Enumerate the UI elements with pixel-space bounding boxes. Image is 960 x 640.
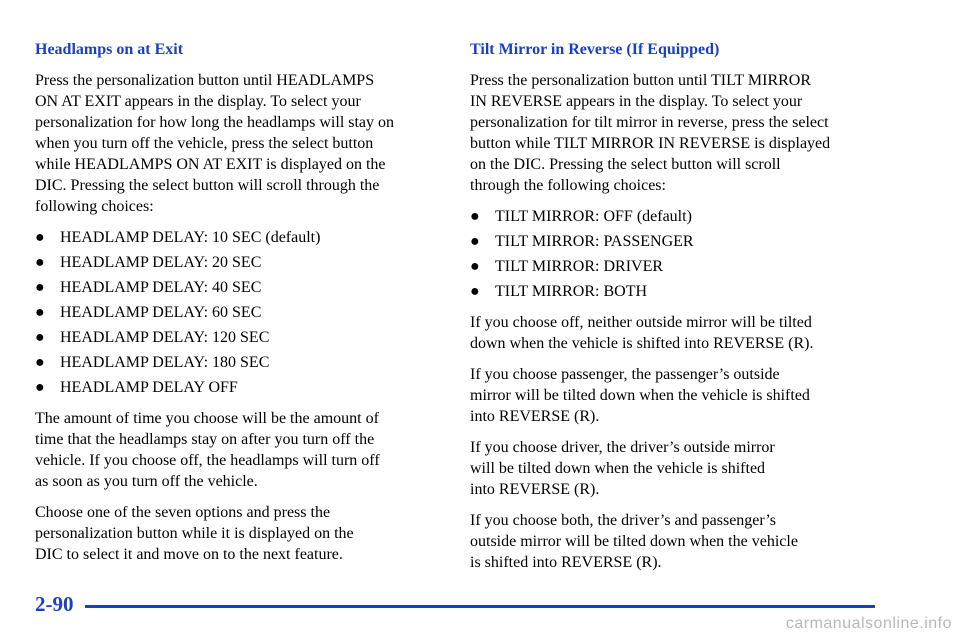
bullet-icon: ●	[470, 208, 480, 225]
left-column	[35, 40, 445, 575]
watermark: carmanualsonline.info	[785, 615, 952, 632]
headlamps-choose-paragraph	[35, 502, 445, 565]
text-line: into REVERSE (R).	[470, 408, 600, 425]
text-line: personalization for tilt mirror in reverse, press the select	[470, 114, 829, 131]
tilt-off-paragraph	[470, 312, 880, 354]
text-line: while HEADLAMPS ON AT EXIT is displayed on the	[35, 156, 386, 173]
list-item	[35, 227, 445, 248]
list-item-text: TILT MIRROR: OFF (default)	[495, 208, 692, 225]
list-item	[35, 377, 445, 398]
text-line: will be tilted down when the vehicle is shifted	[470, 460, 766, 477]
tilt-passenger-paragraph	[470, 364, 880, 427]
page-number: 2-90	[35, 592, 74, 616]
section-heading-tilt-mirror: Tilt Mirror in Reverse (If Equipped)	[470, 41, 720, 58]
text-line: down when the vehicle is shifted into REVERSE (R).	[470, 335, 814, 352]
text-line: If you choose off, neither outside mirror will be tilted	[470, 314, 812, 331]
bullet-icon: ●	[35, 354, 45, 371]
tilt-mirror-options-list	[470, 206, 880, 302]
text-line: time that the headlamps stay on after you turn off the	[35, 431, 375, 448]
text-line: as soon as you turn off the vehicle.	[35, 473, 258, 490]
text-line: DIC to select it and move on to the next feature.	[35, 546, 343, 563]
text-line: Choose one of the seven options and press the	[35, 504, 331, 521]
list-item	[35, 302, 445, 323]
list-item	[35, 327, 445, 348]
text-line: personalization button while it is displayed on the	[35, 525, 354, 542]
headlamps-time-paragraph	[35, 408, 445, 492]
tilt-mirror-intro-paragraph	[470, 70, 880, 196]
headlamp-delay-options-list	[35, 227, 445, 398]
list-item-text: HEADLAMP DELAY: 180 SEC	[60, 354, 270, 371]
bullet-icon: ●	[35, 329, 45, 346]
bullet-icon: ●	[470, 283, 480, 300]
bullet-icon: ●	[35, 304, 45, 321]
list-item-text: HEADLAMP DELAY OFF	[60, 379, 238, 396]
text-line: Press the personalization button until TILT MIRROR	[470, 72, 812, 89]
text-line: IN REVERSE appears in the display. To select your	[470, 93, 803, 110]
list-item-text: HEADLAMP DELAY: 20 SEC	[60, 254, 262, 271]
list-item	[470, 206, 880, 227]
text-line: outside mirror will be tilted down when the vehicle	[470, 533, 798, 550]
bullet-icon: ●	[470, 258, 480, 275]
list-item	[35, 352, 445, 373]
list-item	[470, 281, 880, 302]
bullet-icon: ●	[470, 233, 480, 250]
text-line: The amount of time you choose will be the amount of	[35, 410, 379, 427]
text-line: Press the personalization button until HEADLAMPS	[35, 72, 375, 89]
footer-rule	[85, 605, 875, 608]
list-item-text: HEADLAMP DELAY: 60 SEC	[60, 304, 262, 321]
list-item-text: HEADLAMP DELAY: 120 SEC	[60, 329, 270, 346]
list-item-text: TILT MIRROR: BOTH	[495, 283, 648, 300]
list-item-text: HEADLAMP DELAY: 40 SEC	[60, 279, 262, 296]
section-heading-headlamps: Headlamps on at Exit	[35, 41, 184, 58]
text-line: following choices:	[35, 198, 154, 215]
text-line: If you choose both, the driver’s and passenger’s	[470, 512, 776, 529]
list-item	[470, 256, 880, 277]
list-item	[35, 277, 445, 298]
right-column	[470, 40, 880, 583]
tilt-both-paragraph	[470, 510, 880, 573]
text-line: mirror will be tilted down when the vehicle is shifted	[470, 387, 810, 404]
text-line: If you choose driver, the driver’s outside mirror	[470, 439, 775, 456]
text-line: through the following choices:	[470, 177, 666, 194]
list-item-text: TILT MIRROR: PASSENGER	[495, 233, 694, 250]
text-line: personalization for how long the headlamps will stay on	[35, 114, 395, 131]
list-item	[470, 231, 880, 252]
headlamps-intro-paragraph	[35, 70, 445, 217]
text-line: when you turn off the vehicle, press the select button	[35, 135, 374, 152]
list-item-text: TILT MIRROR: DRIVER	[495, 258, 664, 275]
text-line: DIC. Pressing the select button will scroll through the	[35, 177, 380, 194]
list-item-text: HEADLAMP DELAY: 10 SEC (default)	[60, 229, 321, 246]
text-line: ON AT EXIT appears in the display. To select your	[35, 93, 361, 110]
text-line: into REVERSE (R).	[470, 481, 600, 498]
text-line: is shifted into REVERSE (R).	[470, 554, 662, 571]
bullet-icon: ●	[35, 379, 45, 396]
text-line: on the DIC. Pressing the select button will scroll	[470, 156, 781, 173]
text-line: button while TILT MIRROR IN REVERSE is displayed	[470, 135, 831, 152]
text-line: vehicle. If you choose off, the headlamps will turn off	[35, 452, 380, 469]
list-item	[35, 252, 445, 273]
bullet-icon: ●	[35, 279, 45, 296]
bullet-icon: ●	[35, 254, 45, 271]
tilt-driver-paragraph	[470, 437, 880, 500]
bullet-icon: ●	[35, 229, 45, 246]
text-line: If you choose passenger, the passenger’s outside	[470, 366, 780, 383]
